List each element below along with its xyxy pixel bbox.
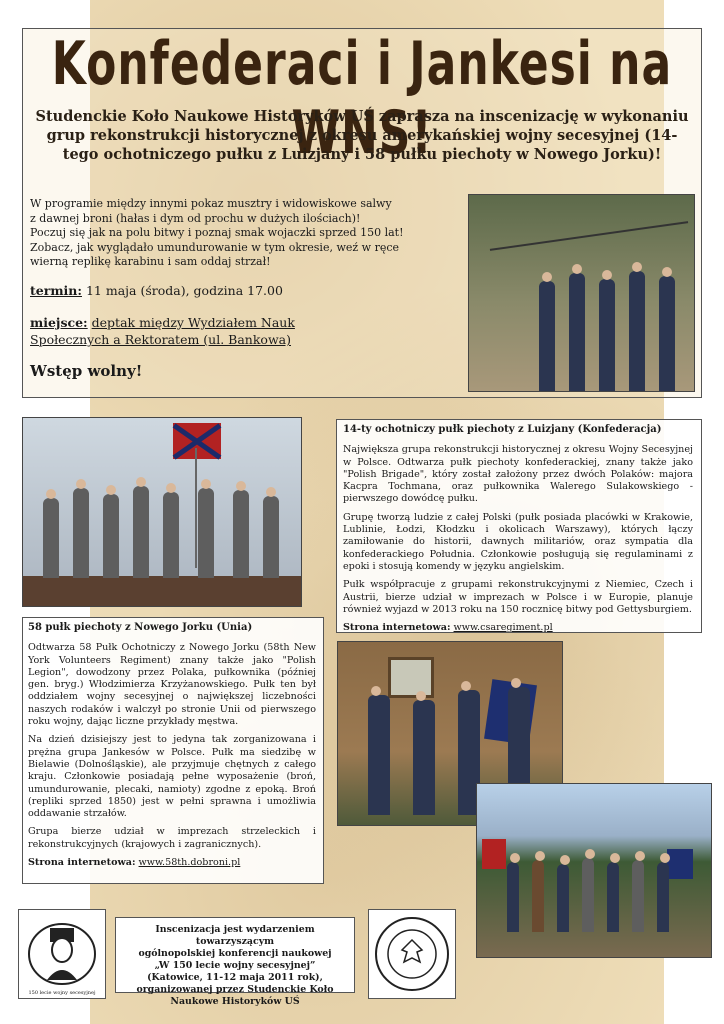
soldier-figure: [263, 496, 279, 578]
soldier-figure: [629, 271, 645, 391]
paragraph: Największa grupa rekonstrukcji historycznej z okresu Wojny Secesyjnej w Polsce. Odtwarza pułk piechoty konfederackiej, znany także jako "Polish Brigade", który został założony przez dwóch Polaków: majora Kacpra Tochmana, oraz pułkownika Walerego Sulakowskiego - pierwszego dowódcę pułku.: [343, 444, 693, 505]
footer-line: ogólnopolskiej konferencji naukowej: [138, 948, 332, 959]
intro-line: Zobacz, jak wyglądało umundurowanie w tym okresie, weź w ręce: [30, 240, 400, 254]
intro-line: z dawnej broni (hałas i dym od prochu w dużych ilościach)!: [30, 211, 361, 225]
miejsce-label: miejsce:: [30, 315, 88, 330]
soldier-figure: [198, 488, 214, 578]
footer-line: „W 150 lecie wojny secesyjnej”: [154, 960, 316, 971]
soldier-figure: [368, 695, 390, 815]
soldier-figure: [582, 858, 594, 932]
intro-line: Poczuj się jak na polu bitwy i poznaj smak wojaczki sprzed 150 lat!: [30, 226, 404, 239]
web-label: Strona internetowa:: [343, 622, 451, 634]
soldier-figure: [233, 490, 249, 578]
soldier-figure: [532, 860, 544, 932]
soldier-figure: [103, 494, 119, 578]
confederate-flag-icon: [173, 423, 221, 459]
termin-value: 11 maja (środa), godzina 17.00: [85, 283, 283, 298]
miejsce: [30, 314, 295, 348]
footer-note: [115, 917, 355, 1007]
termin: [30, 282, 283, 299]
soldier-figure: [73, 488, 89, 578]
entry-free: Wstęp wolny!: [30, 362, 143, 380]
soldier-figure: [43, 498, 59, 578]
photo-confederate-group: [22, 417, 302, 607]
luizjana-heading: 14-ty ochotniczy pułk piechoty z Luizjany (Konfederacja): [343, 424, 662, 435]
subtitle: Studenckie Koło Naukowe Historyków UŚ zaprasza na inscenizację w wykonaniu grup rekonstrukcji historycznej z okresu amerykańskiej wojny secesyjnej (14-tego ochotniczego pułku z Luizjany i 58 pułku piechoty w Nowego Jorku)!: [35, 108, 689, 163]
soldier-figure: [539, 281, 555, 391]
soldier-figure: [569, 273, 585, 391]
website-link[interactable]: www.csaregiment.pl: [453, 622, 553, 634]
web-label: Strona internetowa:: [28, 857, 136, 869]
lincoln-logo: [18, 909, 106, 999]
paragraph: Pułk współpracuje z grupami rekonstrukcyjnymi z Niemiec, Czech i Austrii, bierze udział w imprezach w Polsce i w Europie, planuje również wyjazd w 2013 roku na 150 rocznicę bitwy pod Gettysburgiem.: [343, 579, 693, 615]
soldier-figure: [133, 486, 149, 578]
luizjana-section: [343, 424, 693, 634]
soldier-figure: [163, 492, 179, 578]
paragraph: Grupa bierze udział w imprezach strzeleckich i rekonstrukcyjnych (krajowych i zagranicznych).: [28, 826, 316, 850]
cabin-window: [388, 657, 434, 698]
lincoln-portrait-icon: [19, 910, 105, 998]
footer-line: organizowanej przez Studenckie Koło: [136, 984, 334, 995]
photo-union-firing-line: [468, 194, 695, 392]
termin-label: termin:: [30, 283, 82, 298]
sknh-seal: [368, 909, 456, 999]
union-flag-icon: [667, 849, 693, 879]
soldier-figure: [599, 279, 615, 391]
footer-line: Naukowe Historyków UŚ: [170, 996, 300, 1007]
confederate-flag-icon: [482, 839, 506, 869]
miejsce-value: Społecznych a Rektoratem (ul. Bankowa): [30, 332, 291, 347]
soldier-figure: [659, 276, 675, 391]
soldier-figure: [607, 862, 619, 932]
page-title: Konfederaci i Jankesi na WNS!: [51, 30, 673, 168]
soldier-figure: [632, 860, 644, 932]
footer-line: (Katowice, 11-12 maja 2011 rok),: [147, 972, 323, 983]
eagle-seal-icon: [369, 910, 455, 998]
soldier-figure: [413, 700, 435, 815]
photo-camp-group: [476, 783, 712, 958]
nowyjork-heading: 58 pułk piechoty z Nowego Jorku (Unia): [28, 622, 253, 633]
paragraph: Odtwarza 58 Pułk Ochotniczy z Nowego Jorku (58th New York Volunteers Regiment) znany także jako "Polish Legion", dowodzony przez Polaka, pułkownika (później gen. bryg.) Włodzimierza Krzyżanowskiego. Pułk ten był oddziałem wojny secesyjnej o największej liczebności naszych rodaków i walczył po stronie Unii od pierwszego roku wojny, dając liczne przykłady męstwa.: [28, 642, 316, 728]
logo-caption: 150 lecie wojny secesyjnej: [28, 990, 96, 996]
nowyjork-section: [28, 622, 316, 869]
miejsce-value: deptak między Wydziałem Nauk: [91, 315, 295, 330]
website-link[interactable]: www.58th.dobroni.pl: [138, 857, 241, 869]
paragraph: Na dzień dzisiejszy jest to jedyna tak zorganizowana i prężna grupa Jankesów w Polsce. Pułk ma siedzibę w Bielawie (Dolnośląskie), ale przyjmuje chętnych z całego kraju. Członkowie posiadają pełne wyposażenie (broń, umundurowanie, plecaki, namioty) zgodne z epoką. Broń (repliki sprzed 1850) jest w pełni sprawna i umożliwia oddawanie strzałów.: [28, 734, 316, 820]
soldier-figure: [557, 864, 569, 932]
rifle-line: [490, 221, 688, 251]
intro-text: [30, 197, 450, 270]
intro-line: wierną replikę karabinu i sam oddaj strzał!: [30, 255, 271, 268]
paragraph: Grupę tworzą ludzie z całej Polski (pułk posiada placówki w Krakowie, Lublinie, Łodzi, Kłodzku i okolicach Warszawy), których łączy zamiłowanie do historii, dawnych militariów, oraz sympatia dla konfederackiego Południa. Członkowie posługują się regulaminami z epoki i stosują komendy w języku angielskim.: [343, 511, 693, 572]
ground: [23, 576, 301, 606]
soldier-figure: [507, 862, 519, 932]
footer-line: Inscenizacja jest wydarzeniem towarzyszącym: [155, 924, 315, 947]
flag-pole: [195, 448, 197, 568]
intro-line: W programie między innymi pokaz musztry i widowiskowe salwy: [30, 197, 392, 210]
soldier-figure: [657, 862, 669, 932]
